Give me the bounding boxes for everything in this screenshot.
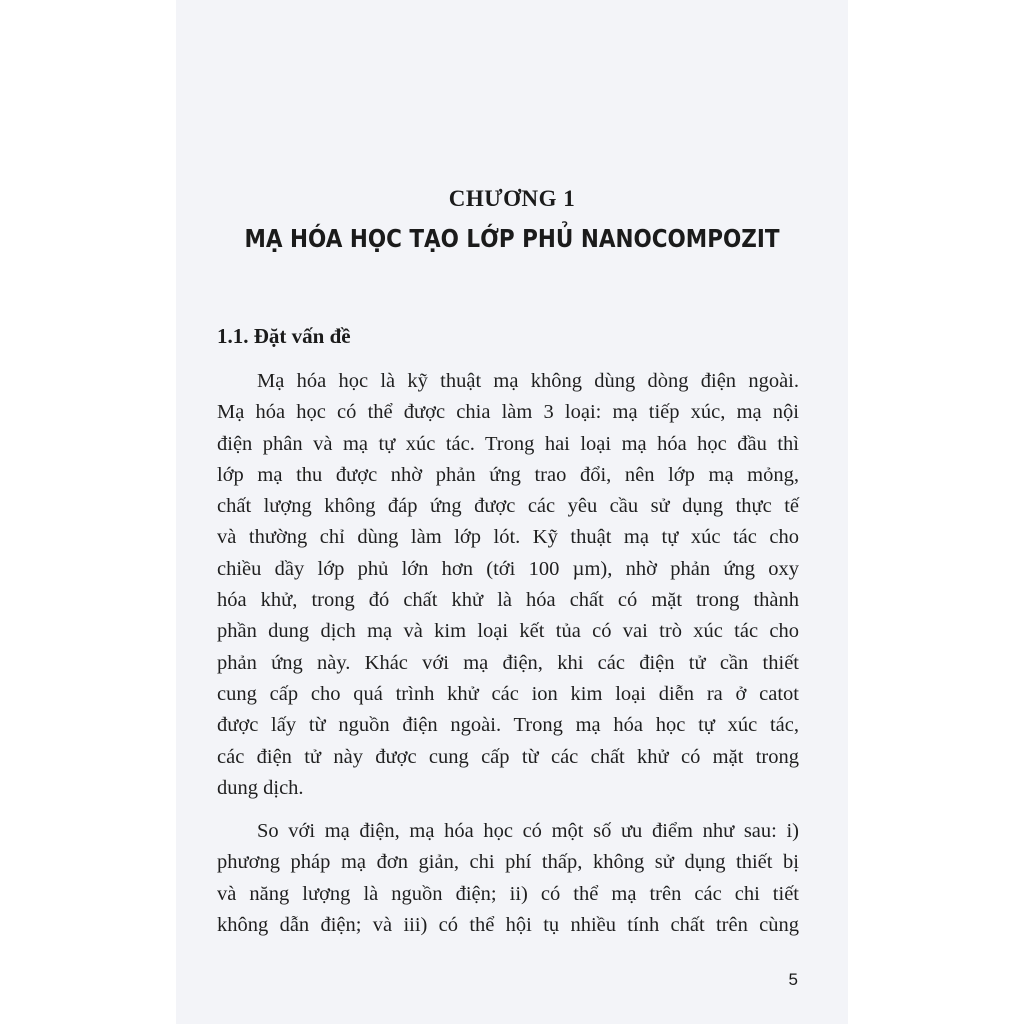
text-line: chiều dầy lớp phủ lớn hơn (tới 100 µm), nhờ phản ứng oxy: [217, 557, 799, 580]
text-line: điện phân và mạ tự xúc tác. Trong hai loại mạ hóa học đầu thì: [217, 432, 799, 455]
text-line: và thường chỉ dùng làm lớp lót. Kỹ thuật mạ tự xúc tác cho: [217, 526, 799, 549]
text-line: được lấy từ nguồn điện ngoài. Trong mạ hóa học tự xúc tác,: [217, 714, 799, 737]
text-line: và năng lượng là nguồn điện; ii) có thể mạ trên các chi tiết: [217, 882, 799, 905]
paragraph-gap: [217, 804, 799, 816]
text-line: lớp mạ thu được nhờ phản ứng trao đổi, nên lớp mạ mỏng,: [217, 463, 799, 486]
text-line: Mạ hóa học là kỹ thuật mạ không dùng dòng điện ngoài.: [257, 370, 799, 392]
text-line: các điện tử này được cung cấp từ các chất khử có mặt trong: [217, 745, 799, 768]
paragraph-2: [217, 816, 799, 941]
text-line: dung dịch.: [217, 776, 304, 799]
text-line: hóa khử, trong đó chất khử là hóa chất có mặt trong thành: [217, 589, 799, 612]
book-page: [176, 0, 848, 1024]
body-text: [217, 366, 799, 941]
page-number: 5: [788, 970, 798, 989]
chapter-title: MẠ HÓA HỌC TẠO LỚP PHỦ NANOCOMPOZIT: [244, 224, 780, 253]
paragraph-1: [217, 366, 799, 804]
text-line: cung cấp cho quá trình khử các ion kim loại diễn ra ở catot: [217, 682, 799, 705]
text-line: So với mạ điện, mạ hóa học có một số ưu điểm như sau: i): [257, 820, 799, 843]
text-line: chất lượng không đáp ứng được các yêu cầu sử dụng thực tế: [217, 495, 799, 518]
text-line: phương pháp mạ đơn giản, chi phí thấp, không sử dụng thiết bị: [217, 851, 799, 874]
section-heading: 1.1. Đặt vấn đề: [217, 324, 351, 348]
chapter-label: CHƯƠNG 1: [448, 186, 576, 211]
text-line: phản ứng này. Khác với mạ điện, khi các điện tử cần thiết: [217, 651, 799, 674]
text-line: phần dung dịch mạ và kim loại kết tủa có vai trò xúc tác cho: [217, 620, 799, 643]
text-line: không dẫn điện; và iii) có thể hội tụ nhiều tính chất trên cùng: [217, 914, 799, 937]
text-line: Mạ hóa học có thể được chia làm 3 loại: mạ tiếp xúc, mạ nội: [217, 401, 799, 424]
